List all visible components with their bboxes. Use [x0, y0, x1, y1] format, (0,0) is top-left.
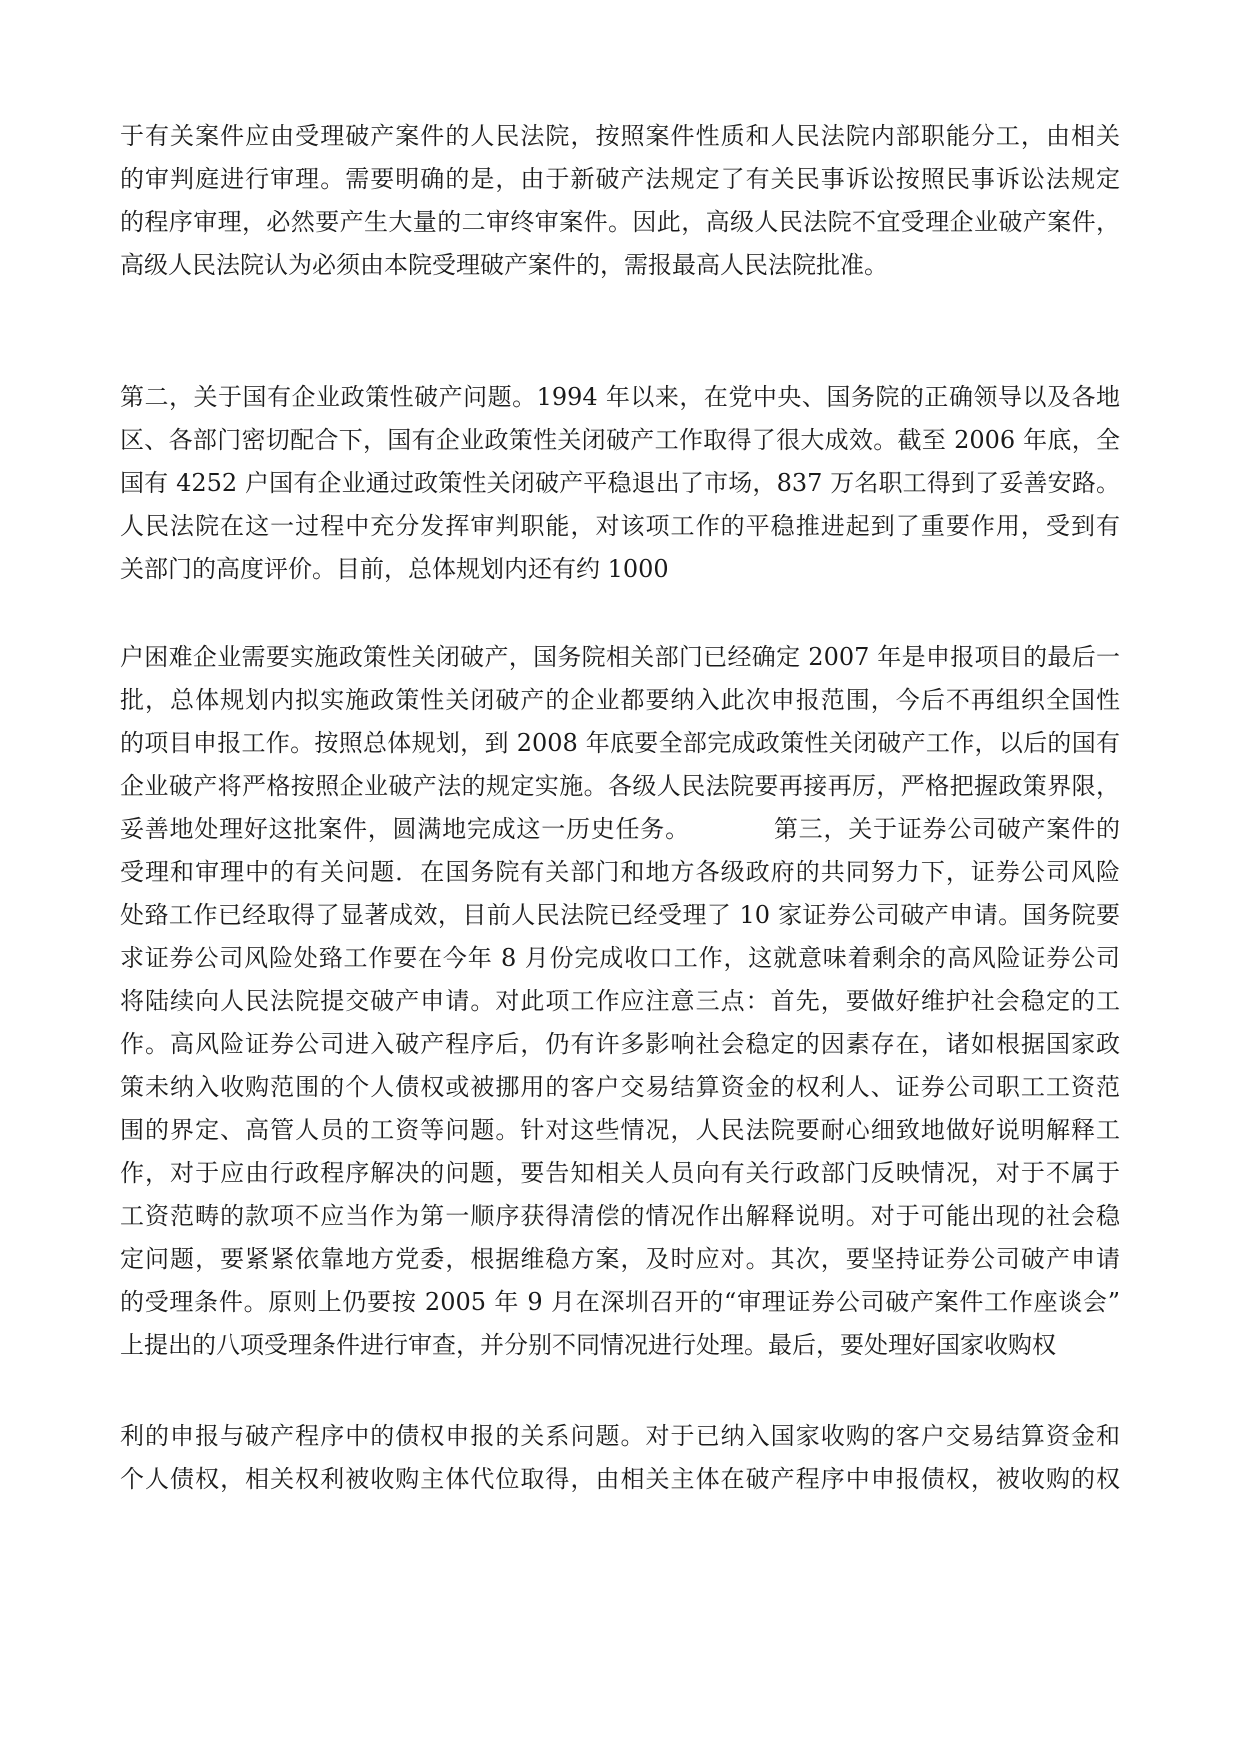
text-line: 妥善地处理好这批案件，圆满地完成这一历史任务。 第三，关于证券公司破产案件的 — [120, 815, 1120, 843]
text-line: 批，总体规划内拟实施政策性关闭破产的企业都要纳入此次申报范围，今后不再组织全国性 — [120, 686, 1120, 714]
text-line: 区、各部门密切配合下，国有企业政策性关闭破产工作取得了很大成效。截至 2006 年底，全 — [120, 426, 1120, 454]
paragraph-acquisition-claims — [120, 1415, 1120, 1501]
text-line: 企业破产将严格按照企业破产法的规定实施。各级人民法院要再接再厉，严格把握政策界限， — [120, 772, 1120, 800]
text-line: 作。高风险证券公司进入破产程序后，仍有许多影响社会稳定的因素存在，诸如根据国家政 — [120, 1030, 1120, 1058]
text-line: 将陆续向人民法院提交破产申请。对此项工作应注意三点：首先，要做好维护社会稳定的工 — [120, 987, 1120, 1015]
paragraph-securities-bankruptcy — [120, 636, 1120, 1367]
text-line: 国有 4252 户国有企业通过政策性关闭破产平稳退出了市场，837 万名职工得到了妥善安路。 — [120, 469, 1120, 497]
text-line: 围的界定、高管人员的工资等问题。针对这些情况，人民法院要耐心细致地做好说明解释工 — [120, 1116, 1120, 1144]
text-line: 的审判庭进行审理。需要明确的是，由于新破产法规定了有关民事诉讼按照民事诉讼法规定 — [120, 165, 1120, 193]
text-line: 人民法院在这一过程中充分发挥审判职能，对该项工作的平稳推进起到了重要作用，受到有 — [120, 512, 1120, 540]
text-line: 策未纳入收购范围的个人债权或被挪用的客户交易结算资金的权利人、证券公司职工工资范 — [120, 1073, 1120, 1101]
text-line: 个人债权，相关权利被收购主体代位取得，由相关主体在破产程序中申报债权，被收购的权 — [120, 1465, 1120, 1493]
text-line: 高级人民法院认为必须由本院受理破产案件的，需报最高人民法院批准。 — [120, 251, 888, 279]
text-line: 受理和审理中的有关问题．在国务院有关部门和地方各级政府的共同努力下，证券公司风险 — [120, 858, 1120, 886]
text-line: 于有关案件应由受理破产案件的人民法院，按照案件性质和人民法院内部职能分工，由相关 — [120, 122, 1120, 150]
paragraph-case-jurisdiction — [120, 115, 1120, 287]
text-line: 作，对于应由行政程序解决的问题，要告知相关人员向有关行政部门反映情况，对于不属于 — [120, 1159, 1120, 1187]
text-line: 求证券公司风险处臵工作要在今年 8 月份完成收口工作，这就意味着剩余的高风险证券公司 — [120, 944, 1120, 972]
text-line: 利的申报与破产程序中的债权申报的关系问题。对于已纳入国家收购的客户交易结算资金和 — [120, 1422, 1120, 1450]
text-line: 的程序审理，必然要产生大量的二审终审案件。因此，高级人民法院不宜受理企业破产案件， — [120, 208, 1120, 236]
text-line: 处臵工作已经取得了显著成效，目前人民法院已经受理了 10 家证券公司破产申请。国务院要 — [120, 901, 1120, 929]
text-line: 的受理条件。原则上仍要按 2005 年 9 月在深圳召开的“审理证券公司破产案件工作座谈会” — [120, 1288, 1120, 1316]
paragraph-policy-bankruptcy — [120, 376, 1120, 591]
text-line: 上提出的八项受理条件进行审查，并分别不同情况进行处理。最后，要处理好国家收购权 — [120, 1331, 1056, 1359]
text-line: 定问题，要紧紧依靠地方党委，根据维稳方案，及时应对。其次，要坚持证券公司破产申请 — [120, 1245, 1120, 1273]
text-line: 的项目申报工作。按照总体规划，到 2008 年底要全部完成政策性关闭破产工作，以后的国有 — [120, 729, 1120, 757]
text-line: 第二，关于国有企业政策性破产问题。1994 年以来，在党中央、国务院的正确领导以及各地 — [120, 383, 1120, 411]
text-line: 关部门的高度评价。目前，总体规划内还有约 1000 — [120, 555, 669, 583]
text-line: 户困难企业需要实施政策性关闭破产，国务院相关部门已经确定 2007 年是申报项目的最后一 — [120, 643, 1120, 671]
text-line: 工资范畴的款项不应当作为第一顺序获得清偿的情况作出解释说明。对于可能出现的社会稳 — [120, 1202, 1120, 1230]
